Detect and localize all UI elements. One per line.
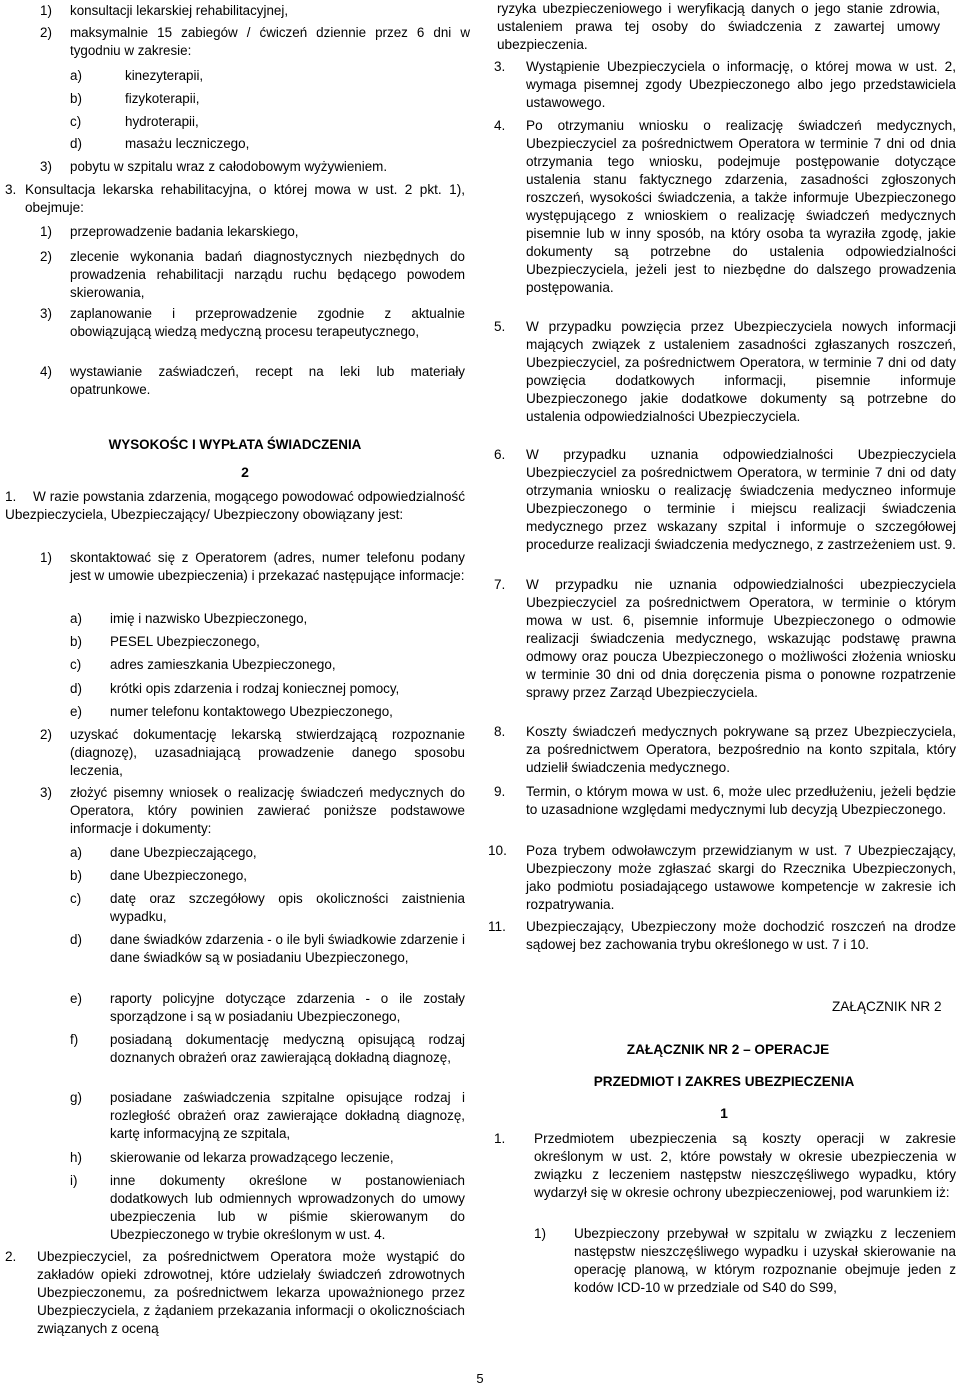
paragraph: 2. Ubezpieczyciel, za pośrednictwem Operatora może wystąpić do zakładów opieki zdrowotnej, które udzielały świadczeń zdrowotnych Ubezpieczonemu, za pośrednictwem lekarza upoważnionego przez Ubezpieczyciela, z żądaniem przekazania informacji o okolicznościach związanych z oceną <box>5 1249 465 1336</box>
paragraph: 3. Wystąpienie Ubezpieczyciela o informację, o której mowa w ust. 2, wymaga pisemnej zgody Ubezpieczonego albo jego przedstawiciela ustawowego. <box>494 59 956 110</box>
list-item: b) PESEL Ubezpieczonego, <box>70 634 260 649</box>
list-item: a) kinezyterapii, <box>70 68 204 83</box>
list-item: i) inne dokumenty określone w postanowieniach dodatkowych lub odmiennych wprowadzonych do umowy ubezpieczenia lub w piśmie skierowanym do Ubezpieczonego w trybie określonym w ust. 4. <box>70 1173 465 1242</box>
list-item: c) hydroterapii, <box>70 114 199 129</box>
list-item: b) fizykoterapii, <box>70 91 200 106</box>
paragraph: 1. W razie powstania zdarzenia, mogącego powodować odpowiedzialność Ubezpieczyciela, Ubezpieczający/ Ubezpieczony obowiązany jest: <box>5 489 465 522</box>
list-item: 1) skontaktować się z Operatorem (adres, numer telefonu podany jest w umowie ubezpieczenia) i przekazać następujące informacje: <box>40 550 465 583</box>
paragraph: ryzyka ubezpieczeniowego i weryfikacją danych o jego stanie zdrowia, ustaleniem prawa tej osoby do świadczenia z zawartej umowy ubezpieczenia. <box>497 1 940 52</box>
paragraph: 4. Po otrzymaniu wniosku o realizację świadczeń medycznych, Ubezpieczyciel za pośrednictwem Operatora w terminie 7 dni od dnia otrzymania tego wniosku, podejmuje postępowanie dotyczące ustalenia stanu faktycznego zdarzenia, zasadności zgłoszonych roszczeń, wysokości świadczenia, a także informuje Ubezpieczonego występującego z wnioskiem o realizację świadczeń medycznych pisemnie lub w inny sposób, na który osoba ta wyraziła zgodę, jakie dokumenty są potrzebne do ustalenia odpowiedzialności Ubezpieczyciela, jeżeli jest to niezbędne do dalszego prowadzenia postępowania. <box>494 118 956 295</box>
list-item: 2) maksymalnie 15 zabiegów / ćwiczeń dziennie przez 6 dni w tygodniu w zakresie: <box>40 25 470 58</box>
list-item: g) posiadane zaświadczenia szpitalne opisujące rodzaj i rozległość obrażeń oraz zawierające dokładną diagnozę, kartę informacyjną ze szpitala, <box>70 1090 465 1141</box>
paragraph: 1. Przedmiotem ubezpieczenia są koszty operacji w zakresie określonym w ust. 2, które powstały w okresie ubezpieczenia w związku z leczeniem następstw nieszczęśliwego wypadku, który wydarzył się w okresie ochrony ubezpieczeniowej, pod warunkiem iż: <box>494 1131 956 1200</box>
annex-paragraph-mark: 1 <box>720 1105 728 1121</box>
list-item: a) dane Ubezpieczającego, <box>70 845 257 860</box>
list-item: e) raporty policyjne dotyczące zdarzenia - o ile zostały sporządzone i są w posiadaniu Ubezpieczonego, <box>70 991 465 1024</box>
paragraph: 9. Termin, o którym mowa w ust. 6, może ulec przedłużeniu, jeżeli będzie to uzasadnione względami medycznymi lub decyzją Ubezpieczonego. <box>494 784 956 817</box>
paragraph: 6. W przypadku uznania odpowiedzialności Ubezpieczyciela Ubezpieczyciel za pośrednictwem Operatora, w terminie 7 dni od daty otrzymania wniosku o realizację świadczenia medyczneo informuje Ubezpieczonego o terminie i miejscu realizacji świadczenia medycznego przez wskazany szpital i informuje o szczegółowej procedurze realizacji świadczenia medycznego, z zastrzeżeniem ust. 9. <box>494 447 956 552</box>
paragraph: 10. Poza trybem odwoławczym przewidzianym w ust. 7 Ubezpieczający, Ubezpieczony może zgłaszać skargi do Rzecznika Ubezpieczonych, jako podmiotu posiadającego ustawowe kompetencje w zakresie ich rozpatrywania. <box>488 843 956 912</box>
list-item: c) datę oraz szczegółowy opis okoliczności zaistnienia wypadku, <box>70 891 465 924</box>
list-item: 1) przeprowadzenie badania lekarskiego, <box>40 224 299 239</box>
list-item: 3) zaplanowanie i przeprowadzenie zgodnie z aktualnie obowiązującą wiedzą medyczną procesu terapeutycznego, <box>40 306 465 339</box>
list-item: d) dane świadków zdarzenia - o ile byli świadkowie zdarzenie i dane świadków są w posiadaniu Ubezpieczonego, <box>70 932 465 965</box>
list-item: e) numer telefonu kontaktowego Ubezpieczonego, <box>70 704 393 719</box>
list-item: 1) Ubezpieczony przebywał w szpitalu w związku z leczeniem następstw nieszczęśliwego wypadku i uzyskał skierowanie na operację planową, w którym rozpoznanie obejmuje jeden z kodów ICD-10 w przedziale od S40 do S99, <box>534 1226 956 1295</box>
list-item: 1) konsultacji lekarskiej rehabilitacyjnej, <box>40 3 289 18</box>
list-item: a) imię i nazwisko Ubezpieczonego, <box>70 611 308 626</box>
list-item: d) masażu leczniczego, <box>70 136 250 151</box>
list-item: 2) uzyskać dokumentację lekarską stwierdzającą rozpoznanie (diagnozę), uzasadniającą prowadzenie danego sposobu leczenia, <box>40 727 465 778</box>
annex-subject: PRZEDMIOT I ZAKRES UBEZPIECZENIA <box>593 1074 855 1089</box>
section-paragraph-mark: 2 <box>241 464 249 480</box>
section-title: WYSOKOŚC I WYPŁATA ŚWIADCZENIA <box>108 437 362 452</box>
list-item: f) posiadaną dokumentację medyczną opisującą rodzaj doznanych obrażeń oraz zawierającą dokładną diagnozę, <box>70 1032 465 1065</box>
list-item: 4) wystawianie zaświadczeń, recept na leki lub materiały opatrunkowe. <box>40 364 465 397</box>
list-item: d) krótki opis zdarzenia i rodzaj koniecznej pomocy, <box>70 681 400 696</box>
list-item: 3) pobytu w szpitalu wraz z całodobowym wyżywieniem. <box>40 159 388 174</box>
list-item: 2) zlecenie wykonania badań diagnostycznych niezbędnych do prowadzenia rehabilitacji narządu ruchu będącego powodem skierowania, <box>40 249 465 300</box>
paragraph: 8. Koszty świadczeń medycznych pokrywane są przez Ubezpieczyciela, za pośrednictwem Operatora, bezpośrednio na konto szpitala, który udzielił świadczenia medycznego. <box>494 724 956 775</box>
page-number: 5 <box>476 1371 484 1386</box>
paragraph: 5. W przypadku powzięcia przez Ubezpieczyciela nowych informacji mających związek z ustaleniem zasadności zgłaszanych roszczeń, Ubezpieczyciel, za pośrednictwem Operatora, w terminie 7 dni od daty powzięcia dodatkowych informacji, pisemnie informuje Ubezpieczonego jakie dodatkowe dokumenty są potrzebne do ustalenia odpowiedzialności Ubezpieczyciela. <box>494 319 956 424</box>
annex-title: ZAŁĄCZNIK NR 2 – OPERACJE <box>626 1042 830 1057</box>
list-item: 3) złożyć pisemny wniosek o realizację świadczeń medycznych do Operatora, który powinien zawierać poniższe podstawowe informacje i dokumenty: <box>40 785 465 836</box>
paragraph: 3. Konsultacja lekarska rehabilitacyjna, o której mowa w ust. 2 pkt. 1), obejmuje: <box>5 182 465 215</box>
annex-label: ZAŁĄCZNIK NR 2 <box>832 999 942 1014</box>
paragraph: 11. Ubezpieczający, Ubezpieczony może dochodzić roszczeń na drodze sądowej bez zachowania trybu określonego w ust. 7 i 10. <box>488 919 956 952</box>
list-item: b) dane Ubezpieczonego, <box>70 868 247 883</box>
list-item: c) adres zamieszkania Ubezpieczonego, <box>70 657 336 672</box>
list-item: h) skierowanie od lekarza prowadzącego leczenie, <box>70 1150 394 1165</box>
paragraph: 7. W przypadku nie uznania odpowiedzialności ubezpieczyciela Ubezpieczyciel za pośrednictwem Operatora, w terminie o którym mowa w ust. 6, pisemnie informuje Ubezpieczonego o odmowie realizacji świadczenia medycznego, wskazując podstawę prawna odmowy oraz poucza Ubezpieczonego o możliwości złożenia wniosku w terminie 30 dni od dnia doręczenia pisma o ponowne rozpatrzenie sprawy przez Zarząd Ubezpieczyciela. <box>494 577 956 700</box>
